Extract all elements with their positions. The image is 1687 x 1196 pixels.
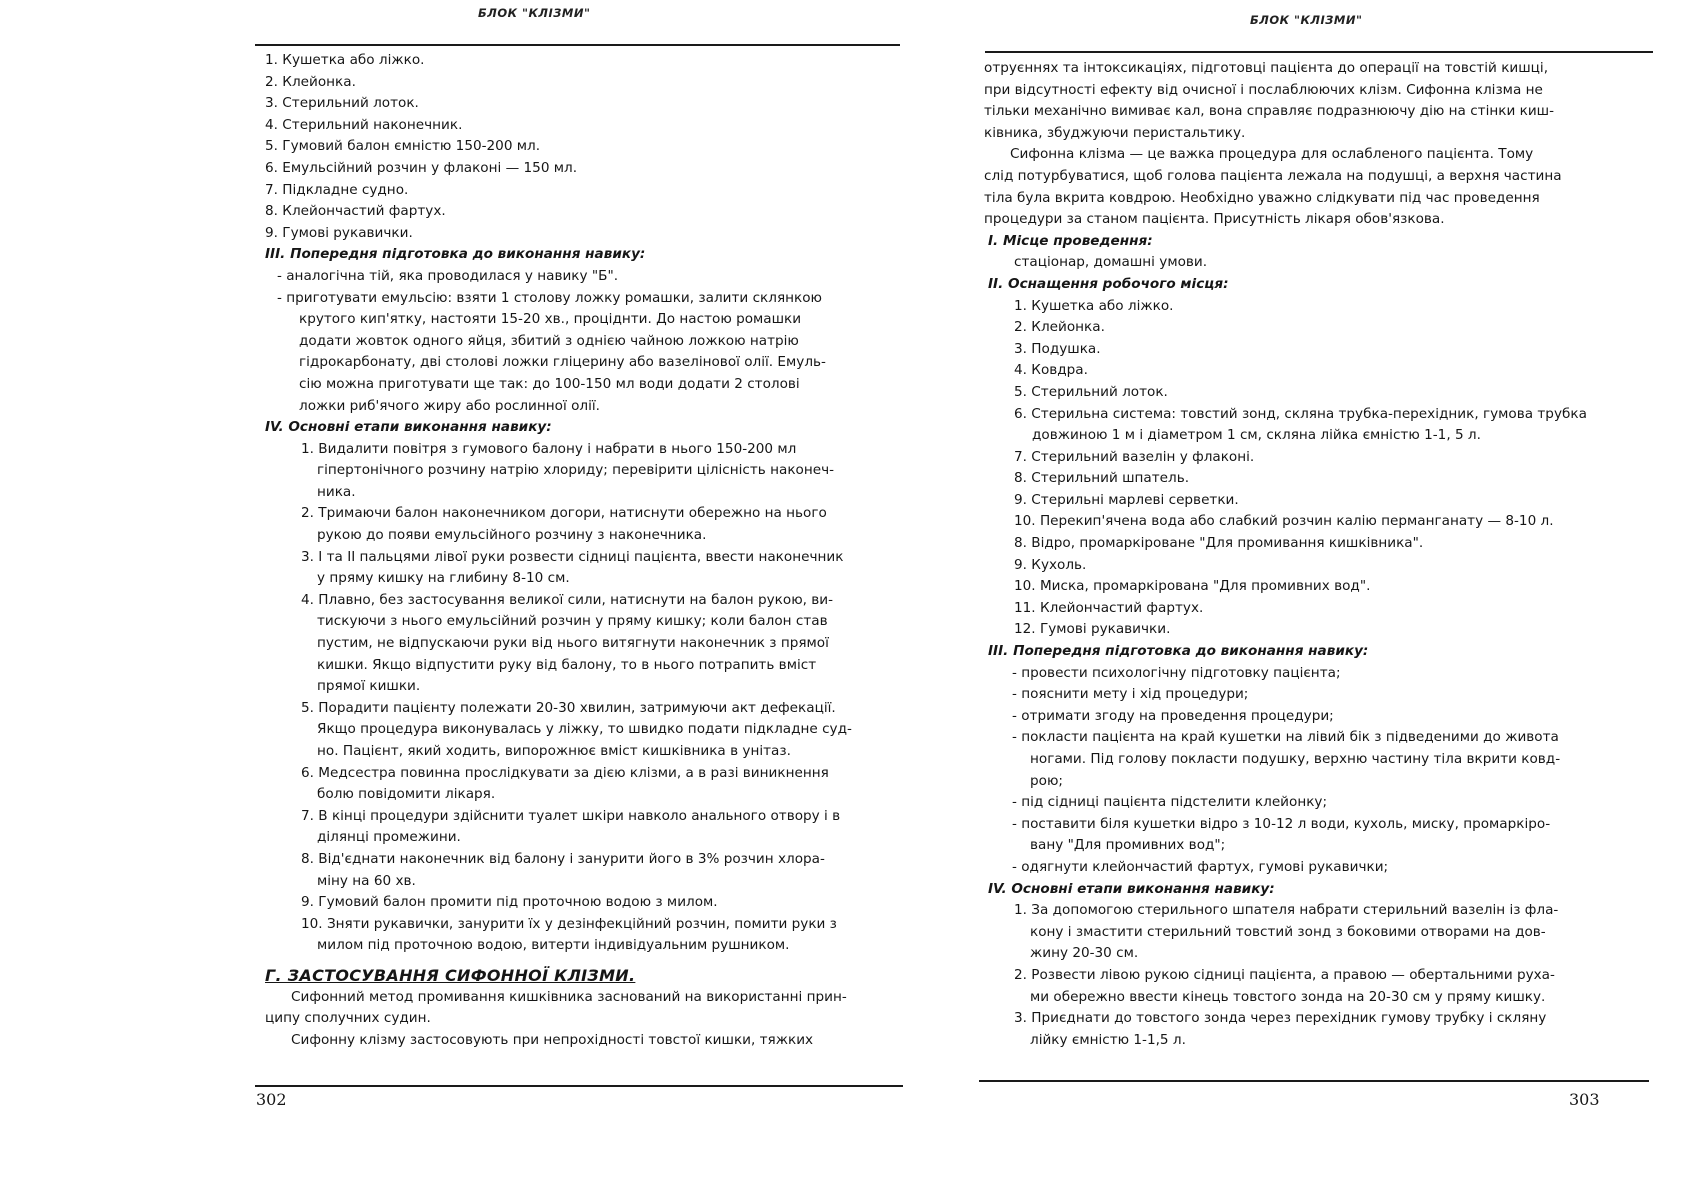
page-number: 303 [1569, 1090, 1600, 1109]
text-line: - пояснити мету і хід процедури; [1012, 686, 1249, 703]
text-line: - приготувати емульсію: взяти 1 столову ложку ромашки, залити склянкою [277, 289, 822, 306]
right-page [905, 0, 1687, 1196]
text-line: Сифонний метод промивання кишківника заснований на використанні прин- [291, 988, 847, 1005]
list-item: 9. Гумові рукавички. [265, 224, 413, 241]
text-line: кишки. Якщо відпустити руку від балону, то в нього потрапить вміст [317, 656, 817, 673]
section-heading-place: I. Місце проведення: [988, 232, 1153, 249]
text-line: ложки риб'ячого жиру або рослинної олії. [299, 397, 600, 414]
list-item: 1. Кушетка або ліжко. [265, 52, 425, 68]
list-item: 8. Відро, промаркіроване "Для промивання кишківника". [1014, 535, 1424, 552]
section-heading-steps: IV. Основні етапи виконання навику: [988, 880, 1275, 897]
text-line: 5. Порадити пацієнту полежати 20-30 хвилин, затримуючи акт дефекації. [301, 699, 836, 716]
list-item: 5. Стерильний лоток. [1014, 383, 1168, 400]
text-line: гідрокарбонату, дві столові ложки гліцерину або вазелінової олії. Емуль- [299, 354, 826, 371]
list-item: 9. Стерильні марлеві серветки. [1014, 491, 1239, 508]
text-line: - поставити біля кушетки відро з 10-12 л води, кухоль, миску, промаркіро- [1012, 815, 1551, 832]
section-heading-steps: IV. Основні етапи виконання навику: [265, 419, 552, 436]
list-item: 9. Кухоль. [1014, 556, 1087, 573]
list-item: 7. Стерильний вазелін у флаконі. [1014, 448, 1255, 465]
text-line: жину 20-30 см. [1030, 945, 1139, 962]
section-title: Г. ЗАСТОСУВАННЯ СИФОННОЇ КЛІЗМИ. [265, 965, 636, 985]
list-item: 1. Кушетка або ліжко. [1014, 297, 1174, 314]
text-line: кону і змастити стерильний товстий зонд з боковими отворами на дов- [1030, 923, 1546, 940]
text-line: Якщо процедура виконувалась у ліжку, то швидко подати підкладне суд- [317, 721, 852, 738]
right-page-text [984, 58, 1636, 1051]
text-line: - отримати згоду на проведення процедури; [1012, 707, 1334, 724]
text-line: міну на 60 хв. [317, 872, 416, 889]
page-number: 302 [256, 1090, 287, 1109]
bottom-rule [979, 1080, 1649, 1082]
bottom-rule [255, 1085, 903, 1087]
running-head: БЛОК "КЛІЗМИ" [1250, 13, 1363, 27]
text-line: тільки механічно вимиває кал, вона справляє подразнюючу дію на стінки киш- [984, 103, 1555, 120]
list-item: 8. Клейончастий фартух. [265, 203, 446, 220]
text-line: крутого кип'ятку, настояти 15-20 хв., проціднти. До настою ромашки [299, 311, 802, 328]
text-line: - одягнути клейончастий фартух, гумові рукавички; [1012, 858, 1389, 875]
equipment-list [265, 50, 897, 244]
text-line: 1. Видалити повітря з гумового балону і набрати в нього 150-200 мл [301, 440, 797, 457]
text-line: рукою до появи емульсійного розчину з наконечника. [317, 527, 707, 544]
text-line: милом під проточною водою, витерти індивідуальним рушником. [317, 937, 790, 954]
text-line: стаціонар, домашні умови. [1014, 254, 1208, 271]
running-head: БЛОК "КЛІЗМИ" [478, 6, 591, 20]
section-heading-prep: III. Попередня підготовка до виконання навику: [988, 643, 1369, 660]
text-line: рою; [1030, 772, 1063, 789]
list-item: 6. Емульсійний розчин у флаконі — 150 мл. [265, 159, 578, 176]
text-line: 3. I та II пальцями лівої руки розвести сідниці пацієнта, ввести наконечник [301, 548, 844, 565]
left-page-text [265, 50, 897, 1051]
list-item: 5. Гумовий балон ємністю 150-200 мл. [265, 138, 541, 155]
text-line: слід потурбуватися, щоб голова пацієнта лежала на подушці, а верхня частина [984, 167, 1562, 184]
list-item: 2. Клейонка. [265, 73, 356, 90]
text-line: 9. Гумовий балон промити під проточною водою з милом. [301, 894, 718, 911]
list-item: 10. Перекип'ячена вода або слабкий розчин калію перманганату — 8-10 л. [1014, 513, 1554, 530]
text-line: 10. Зняти рукавички, занурити їх у дезінфекційний розчин, помити руки з [301, 915, 837, 932]
text-line: ми обережно ввести кінець товстого зонда на 20-30 см у пряму кишку. [1030, 988, 1546, 1005]
text-line: - покласти пацієнта на край кушетки на лівий бік з підведеними до живота [1012, 729, 1559, 746]
text-line: 7. В кінці процедури здійснити туалет шкіри навколо анального отвору і в [301, 807, 841, 824]
text-line: ківника, збуджуючи перистальтику. [984, 124, 1246, 141]
list-item: 4. Стерильний наконечник. [265, 116, 463, 133]
top-rule [255, 44, 900, 46]
text-line: тискуючи з нього емульсійний розчин у пряму кишку; коли балон став [317, 613, 828, 630]
text-line: - аналогічна тій, яка проводилася у навику "Б". [277, 267, 619, 284]
text-line: ника. [317, 483, 356, 500]
text-line: Сифонну клізму застосовують при непрохідності товстої кишки, тяжких [291, 1031, 814, 1048]
text-line: сію можна приготувати ще так: до 100-150 мл води додати 2 столові [299, 375, 800, 392]
text-line: лійку ємністю 1-1,5 л. [1030, 1031, 1186, 1048]
text-line: но. Пацієнт, який ходить, випорожнює вміст кишківника в унітаз. [317, 743, 791, 759]
list-item: 3. Стерильний лоток. [265, 95, 419, 112]
list-item: 11. Клейончастий фартух. [1014, 599, 1204, 616]
section-heading-equipment: II. Оснащення робочого місця: [988, 275, 1229, 292]
list-item: 6. Стерильна система: товстий зонд, скляна трубка-перехідник, гумова трубка [1014, 405, 1587, 422]
text-line: процедури за станом пацієнта. Присутність лікаря обов'язкова. [984, 211, 1445, 228]
text-line: 4. Плавно, без застосування великої сили, натиснути на балон рукою, ви- [301, 591, 834, 608]
text-line: 6. Медсестра повинна прослідкувати за дією клізми, а в разі виникнення [301, 764, 829, 781]
text-line: - провести психологічну підготовку пацієнта; [1012, 664, 1341, 681]
text-line: 2. Розвести лівою рукою сідниці пацієнта, а правою — обертальними руха- [1014, 966, 1555, 983]
list-item: 3. Подушка. [1014, 340, 1101, 357]
list-item: 10. Миска, промаркірована "Для промивних вод". [1014, 578, 1371, 595]
text-line: гіпертонічного розчину натрію хлориду; перевірити цілісність наконеч- [317, 462, 835, 479]
text-line: 2. Тримаючи балон наконечником догори, натиснути обережно на нього [301, 505, 827, 522]
text-line: тіла була вкрита ковдрою. Необхідно уважно слідкувати під час проведення [984, 189, 1540, 206]
list-item: 8. Стерильний шпатель. [1014, 470, 1190, 487]
text-line: ципу сполучних судин. [265, 1010, 431, 1027]
list-item: 7. Підкладне судно. [265, 181, 409, 198]
text-line: - під сідниці пацієнта підстелити клейонку; [1012, 794, 1328, 811]
text-line: пустим, не відпускаючи руки від нього витягнути наконечник з прямої [317, 635, 829, 652]
section-heading-prep: III. Попередня підготовка до виконання навику: [265, 246, 646, 263]
text-line: у пряму кишку на глибину 8-10 см. [317, 570, 570, 587]
text-line: 8. Від'єднати наконечник від балону і занурити його в 3% розчин хлора- [301, 850, 825, 867]
text-line: при відсутності ефекту від очисної і послаблюючих клізм. Сифонна клізма не [984, 81, 1543, 98]
text-line: вану "Для промивних вод"; [1030, 837, 1226, 854]
list-item: 12. Гумові рукавички. [1014, 621, 1171, 638]
text-line: отруєннях та інтоксикаціях, підготовці пацієнта до операції на товстій кишці, [984, 60, 1549, 76]
text-line: Сифонна клізма — це важка процедура для ослабленого пацієнта. Тому [1010, 146, 1534, 163]
list-item: 4. Ковдра. [1014, 362, 1088, 379]
text-line: прямої кишки. [317, 678, 421, 695]
text-line: ногами. Під голову покласти подушку, верхню частину тіла вкрити ковд- [1030, 751, 1561, 767]
list-item: довжиною 1 м і діаметром 1 см, скляна лійка ємністю 1-1, 5 л. [1032, 427, 1481, 444]
top-rule [985, 51, 1653, 53]
text-line: 3. Приєднати до товстого зонда через перехідник гумову трубку і скляну [1014, 1010, 1547, 1027]
text-line: болю повідомити лікаря. [317, 786, 496, 803]
text-line: 1. За допомогою стерильного шпателя набрати стерильний вазелін із фла- [1014, 902, 1559, 919]
text-line: додати жовток одного яйця, збитий з однією чайною ложкою натрію [299, 332, 799, 349]
text-line: ділянці промежини. [317, 829, 461, 846]
list-item: 2. Клейонка. [1014, 319, 1105, 336]
